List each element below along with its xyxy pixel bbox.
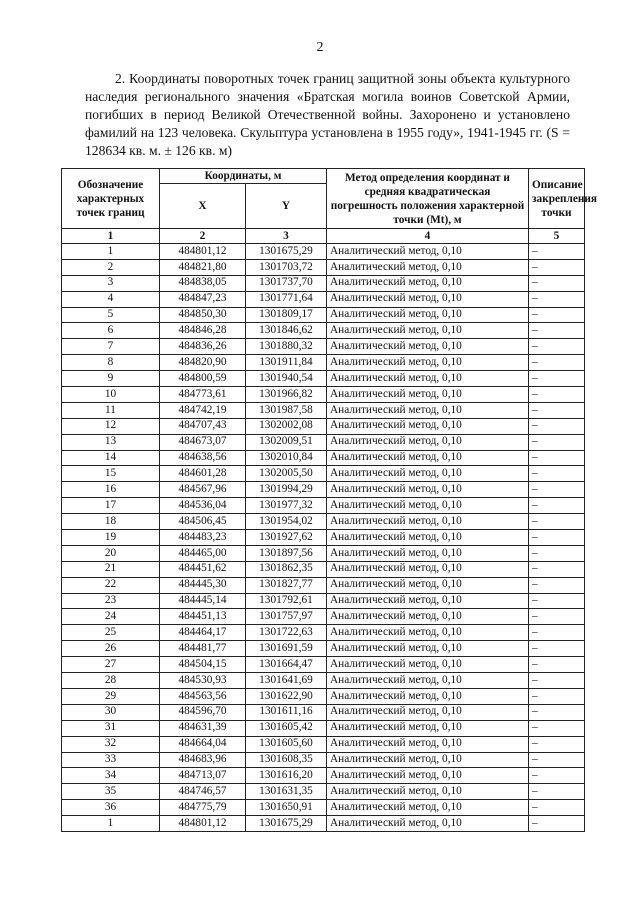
point-number: 14	[62, 450, 160, 466]
coord-x: 484445,14	[160, 593, 246, 609]
point-number: 18	[62, 514, 160, 530]
coord-x: 484465,00	[160, 545, 246, 561]
point-number: 11	[62, 402, 160, 418]
coord-y: 1301954,02	[246, 514, 327, 530]
description-cell: –	[529, 387, 585, 403]
point-number: 9	[62, 371, 160, 387]
coord-y: 1301616,20	[246, 768, 327, 784]
table-row	[62, 800, 585, 816]
method-cell: Аналитический метод, 0,10	[327, 307, 529, 323]
point-number: 3	[62, 275, 160, 291]
table-row	[62, 514, 585, 530]
table-row	[62, 323, 585, 339]
table-row	[62, 577, 585, 593]
table-row	[62, 625, 585, 641]
point-number: 21	[62, 561, 160, 577]
table-row	[62, 244, 585, 260]
description-cell: –	[529, 657, 585, 673]
point-number: 17	[62, 498, 160, 514]
table-row	[62, 673, 585, 689]
coord-y: 1301966,82	[246, 387, 327, 403]
table-row	[62, 402, 585, 418]
method-cell: Аналитический метод, 0,10	[327, 387, 529, 403]
coord-x: 484445,30	[160, 577, 246, 593]
coord-x: 484821,80	[160, 259, 246, 275]
coord-x: 484850,30	[160, 307, 246, 323]
coord-x: 484836,26	[160, 339, 246, 355]
description-cell: –	[529, 545, 585, 561]
method-cell: Аналитический метод, 0,10	[327, 291, 529, 307]
method-cell: Аналитический метод, 0,10	[327, 402, 529, 418]
description-cell: –	[529, 530, 585, 546]
point-number: 13	[62, 434, 160, 450]
point-number: 30	[62, 704, 160, 720]
table-row	[62, 641, 585, 657]
coord-x: 484464,17	[160, 625, 246, 641]
description-cell: –	[529, 402, 585, 418]
point-number: 34	[62, 768, 160, 784]
coord-y: 1301927,62	[246, 530, 327, 546]
coord-x: 484801,12	[160, 816, 246, 832]
method-cell: Аналитический метод, 0,10	[327, 371, 529, 387]
point-number: 2	[62, 259, 160, 275]
table-row	[62, 450, 585, 466]
description-cell: –	[529, 498, 585, 514]
description-cell: –	[529, 466, 585, 482]
method-cell: Аналитический метод, 0,10	[327, 752, 529, 768]
method-cell: Аналитический метод, 0,10	[327, 577, 529, 593]
method-cell: Аналитический метод, 0,10	[327, 657, 529, 673]
coord-y: 1302010,84	[246, 450, 327, 466]
col-number: 2	[160, 229, 246, 244]
description-cell: –	[529, 434, 585, 450]
method-cell: Аналитический метод, 0,10	[327, 816, 529, 832]
header-coords: Координаты, м	[160, 169, 327, 184]
point-number: 16	[62, 482, 160, 498]
coord-x: 484713,07	[160, 768, 246, 784]
coord-y: 1301737,70	[246, 275, 327, 291]
description-cell: –	[529, 514, 585, 530]
point-number: 32	[62, 736, 160, 752]
coord-x: 484601,28	[160, 466, 246, 482]
description-cell: –	[529, 816, 585, 832]
point-number: 24	[62, 609, 160, 625]
header-method: Метод определения координат и средняя квадратическая погрешность положения характерной точки (Mt), м	[327, 169, 529, 229]
point-number: 5	[62, 307, 160, 323]
point-number: 1	[62, 816, 160, 832]
description-cell: –	[529, 720, 585, 736]
point-number: 6	[62, 323, 160, 339]
point-number: 1	[62, 244, 160, 260]
point-number: 31	[62, 720, 160, 736]
table-row	[62, 275, 585, 291]
coord-x: 484481,77	[160, 641, 246, 657]
coord-x: 484504,15	[160, 657, 246, 673]
coord-y: 1302009,51	[246, 434, 327, 450]
method-cell: Аналитический метод, 0,10	[327, 355, 529, 371]
coord-x: 484451,62	[160, 561, 246, 577]
table-row	[62, 657, 585, 673]
table-row	[62, 434, 585, 450]
col-number: 4	[327, 229, 529, 244]
coord-x: 484530,93	[160, 673, 246, 689]
page-number: 2	[316, 40, 324, 55]
description-cell: –	[529, 609, 585, 625]
method-cell: Аналитический метод, 0,10	[327, 434, 529, 450]
description-cell: –	[529, 339, 585, 355]
method-cell: Аналитический метод, 0,10	[327, 498, 529, 514]
point-number: 36	[62, 800, 160, 816]
table-row	[62, 339, 585, 355]
coord-y: 1301691,59	[246, 641, 327, 657]
point-number: 28	[62, 673, 160, 689]
description-cell: –	[529, 355, 585, 371]
coord-x: 484673,07	[160, 434, 246, 450]
method-cell: Аналитический метод, 0,10	[327, 339, 529, 355]
method-cell: Аналитический метод, 0,10	[327, 530, 529, 546]
coord-x: 484820,90	[160, 355, 246, 371]
description-cell: –	[529, 371, 585, 387]
coord-x: 484746,57	[160, 784, 246, 800]
coord-x: 484567,96	[160, 482, 246, 498]
coord-y: 1301987,58	[246, 402, 327, 418]
point-number: 19	[62, 530, 160, 546]
coord-y: 1301605,42	[246, 720, 327, 736]
description-cell: –	[529, 800, 585, 816]
table-row	[62, 466, 585, 482]
description-cell: –	[529, 768, 585, 784]
point-number: 4	[62, 291, 160, 307]
coord-x: 484847,23	[160, 291, 246, 307]
coord-y: 1301675,29	[246, 244, 327, 260]
coord-y: 1301650,91	[246, 800, 327, 816]
coord-y: 1301827,77	[246, 577, 327, 593]
coord-x: 484800,59	[160, 371, 246, 387]
point-number: 29	[62, 688, 160, 704]
description-cell: –	[529, 688, 585, 704]
coord-y: 1301675,29	[246, 816, 327, 832]
coord-x: 484664,04	[160, 736, 246, 752]
point-number: 15	[62, 466, 160, 482]
table-row	[62, 307, 585, 323]
col-number: 1	[62, 229, 160, 244]
table-row	[62, 688, 585, 704]
method-cell: Аналитический метод, 0,10	[327, 482, 529, 498]
method-cell: Аналитический метод, 0,10	[327, 673, 529, 689]
table-row	[62, 498, 585, 514]
table-row	[62, 593, 585, 609]
table-row	[62, 371, 585, 387]
table-row	[62, 736, 585, 752]
coord-x: 484846,28	[160, 323, 246, 339]
coord-x: 484742,19	[160, 402, 246, 418]
coord-y: 1301897,56	[246, 545, 327, 561]
description-cell: –	[529, 784, 585, 800]
coord-y: 1301703,72	[246, 259, 327, 275]
coord-x: 484451,13	[160, 609, 246, 625]
coord-y: 1301994,29	[246, 482, 327, 498]
coord-x: 484536,04	[160, 498, 246, 514]
description-cell: –	[529, 244, 585, 260]
table-row	[62, 720, 585, 736]
coord-y: 1301880,32	[246, 339, 327, 355]
method-cell: Аналитический метод, 0,10	[327, 418, 529, 434]
table-row	[62, 418, 585, 434]
table-row	[62, 784, 585, 800]
coord-y: 1301664,47	[246, 657, 327, 673]
description-cell: –	[529, 641, 585, 657]
coord-y: 1301611,16	[246, 704, 327, 720]
description-cell: –	[529, 593, 585, 609]
method-cell: Аналитический метод, 0,10	[327, 768, 529, 784]
description-cell: –	[529, 625, 585, 641]
description-cell: –	[529, 418, 585, 434]
method-cell: Аналитический метод, 0,10	[327, 800, 529, 816]
description-cell: –	[529, 561, 585, 577]
method-cell: Аналитический метод, 0,10	[327, 704, 529, 720]
description-cell: –	[529, 577, 585, 593]
description-cell: –	[529, 673, 585, 689]
coord-x: 484506,45	[160, 514, 246, 530]
point-number: 20	[62, 545, 160, 561]
description-cell: –	[529, 736, 585, 752]
point-number: 25	[62, 625, 160, 641]
coord-x: 484596,70	[160, 704, 246, 720]
table-row	[62, 768, 585, 784]
description-cell: –	[529, 323, 585, 339]
coord-x: 484773,61	[160, 387, 246, 403]
description-cell: –	[529, 450, 585, 466]
method-cell: Аналитический метод, 0,10	[327, 625, 529, 641]
table-row	[62, 259, 585, 275]
table-row	[62, 387, 585, 403]
coord-y: 1301862,35	[246, 561, 327, 577]
coord-x: 484838,05	[160, 275, 246, 291]
coord-x: 484707,43	[160, 418, 246, 434]
point-number: 35	[62, 784, 160, 800]
method-cell: Аналитический метод, 0,10	[327, 259, 529, 275]
coordinates-table	[61, 168, 597, 832]
coord-y: 1301757,97	[246, 609, 327, 625]
table-row	[62, 291, 585, 307]
table-row	[62, 561, 585, 577]
coord-y: 1301792,61	[246, 593, 327, 609]
coord-y: 1302002,08	[246, 418, 327, 434]
coord-y: 1301940,54	[246, 371, 327, 387]
method-cell: Аналитический метод, 0,10	[327, 641, 529, 657]
coord-x: 484801,12	[160, 244, 246, 260]
method-cell: Аналитический метод, 0,10	[327, 514, 529, 530]
point-number: 27	[62, 657, 160, 673]
method-cell: Аналитический метод, 0,10	[327, 720, 529, 736]
coord-y: 1301977,32	[246, 498, 327, 514]
description-cell: –	[529, 704, 585, 720]
table-row	[62, 355, 585, 371]
header-y: Y	[246, 184, 327, 229]
point-number: 10	[62, 387, 160, 403]
method-cell: Аналитический метод, 0,10	[327, 275, 529, 291]
point-number: 22	[62, 577, 160, 593]
point-number: 12	[62, 418, 160, 434]
coord-y: 1302005,50	[246, 466, 327, 482]
table-row	[62, 530, 585, 546]
method-cell: Аналитический метод, 0,10	[327, 609, 529, 625]
description-cell: –	[529, 291, 585, 307]
description-cell: –	[529, 482, 585, 498]
table-row	[62, 545, 585, 561]
point-number: 7	[62, 339, 160, 355]
method-cell: Аналитический метод, 0,10	[327, 784, 529, 800]
coord-x: 484483,23	[160, 530, 246, 546]
coord-x: 484683,96	[160, 752, 246, 768]
method-cell: Аналитический метод, 0,10	[327, 593, 529, 609]
coord-y: 1301608,35	[246, 752, 327, 768]
coord-y: 1301722,63	[246, 625, 327, 641]
method-cell: Аналитический метод, 0,10	[327, 244, 529, 260]
description-cell: –	[529, 752, 585, 768]
point-number: 26	[62, 641, 160, 657]
header-x: X	[160, 184, 246, 229]
method-cell: Аналитический метод, 0,10	[327, 561, 529, 577]
method-cell: Аналитический метод, 0,10	[327, 323, 529, 339]
coord-y: 1301911,84	[246, 355, 327, 371]
table-body	[62, 244, 585, 832]
table-row	[62, 752, 585, 768]
col-number: 5	[529, 229, 585, 244]
coord-x: 484631,39	[160, 720, 246, 736]
coord-y: 1301631,35	[246, 784, 327, 800]
description-cell: –	[529, 307, 585, 323]
header-desc: Описание закрепления точки	[529, 169, 585, 229]
method-cell: Аналитический метод, 0,10	[327, 688, 529, 704]
method-cell: Аналитический метод, 0,10	[327, 466, 529, 482]
coord-x: 484775,79	[160, 800, 246, 816]
point-number: 23	[62, 593, 160, 609]
section-heading: 2. Координаты поворотных точек границ защитной зоны объекта культурного наследия регионального значения «Братская могила воинов Советской Армии, погибших в период Великой Отечественной войны. Захоронено и установлено фамилий на 123 человека. Скульптура установлена в 1955 году», 1941-1945 гг. (S = 128634 кв. м. ± 126 кв. м)	[85, 71, 570, 158]
method-cell: Аналитический метод, 0,10	[327, 450, 529, 466]
point-number: 33	[62, 752, 160, 768]
method-cell: Аналитический метод, 0,10	[327, 545, 529, 561]
col-number: 3	[246, 229, 327, 244]
coord-y: 1301846,62	[246, 323, 327, 339]
description-cell: –	[529, 259, 585, 275]
coord-y: 1301605,60	[246, 736, 327, 752]
table-row	[62, 816, 585, 832]
coord-y: 1301809,17	[246, 307, 327, 323]
coord-y: 1301771,64	[246, 291, 327, 307]
coord-x: 484638,56	[160, 450, 246, 466]
coord-y: 1301641,69	[246, 673, 327, 689]
point-number: 8	[62, 355, 160, 371]
method-cell: Аналитический метод, 0,10	[327, 736, 529, 752]
table-row	[62, 704, 585, 720]
table-row	[62, 482, 585, 498]
coord-y: 1301622,90	[246, 688, 327, 704]
header-point: Обозначение характерных точек границ	[62, 169, 160, 229]
description-cell: –	[529, 275, 585, 291]
table-row	[62, 609, 585, 625]
coord-x: 484563,56	[160, 688, 246, 704]
